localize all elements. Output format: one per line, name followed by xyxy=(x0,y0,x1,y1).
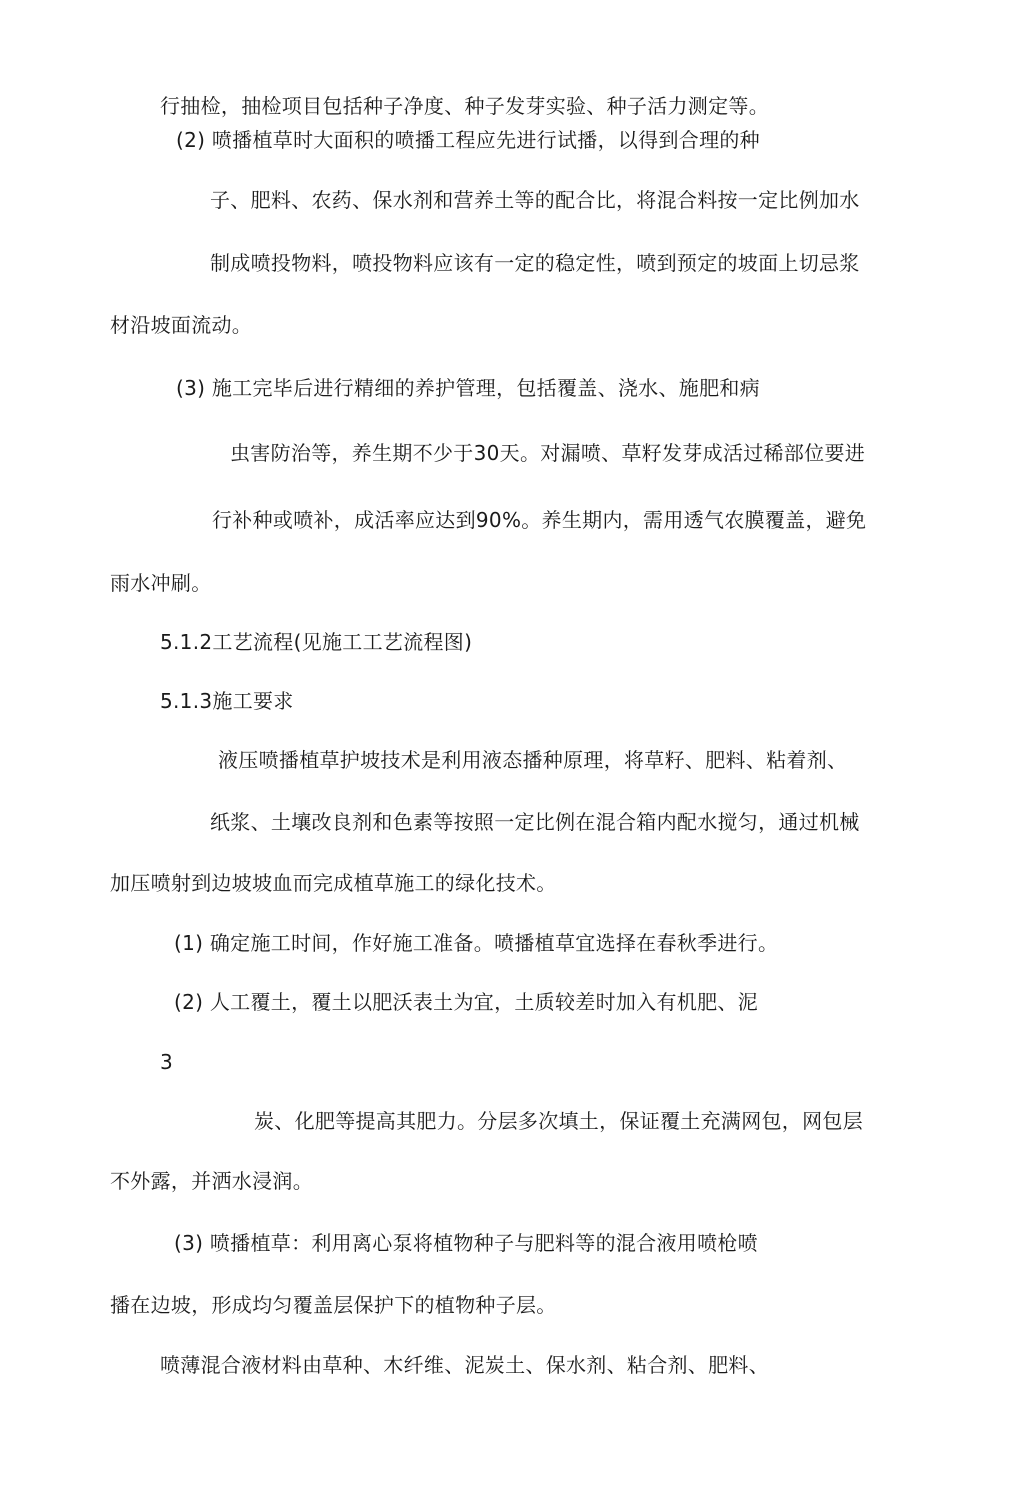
text-line: (3) 施工完毕后进行精细的养护管理，包括覆盖、浇水、施肥和病 xyxy=(176,376,760,400)
text-line: 材沿坡面流动。 xyxy=(110,313,253,337)
page-number: 3 xyxy=(160,1050,174,1074)
text-line: 子、肥料、农药、保水剂和营养土等的配合比，将混合料按一定比例加水 xyxy=(210,188,860,212)
text-line: 加压喷射到边坡坡血而完成植草施工的绿化技术。 xyxy=(110,871,557,895)
text-line: 喷薄混合液材料由草种、木纤维、泥炭土、保水剂、粘合剂、肥料、 xyxy=(160,1353,769,1377)
text-line: (2) 喷播植草时大面积的喷播工程应先进行试播，以得到合理的种 xyxy=(176,128,760,152)
text-line: 不外露，并洒水浸润。 xyxy=(110,1169,313,1193)
text-line: 雨水冲刷。 xyxy=(110,571,212,595)
text-line: 制成喷投物料，喷投物料应该有一定的稳定性，喷到预定的坡面上切忌浆 xyxy=(210,251,860,275)
text-line: 行抽检，抽检项目包括种子净度、种子发芽实验、种子活力测定等。 xyxy=(160,94,769,118)
list-item: (1) 确定施工时间，作好施工准备。喷播植草宜选择在春秋季进行。 xyxy=(174,931,779,955)
text-line: 纸浆、土壤改良剂和色素等按照一定比例在混合箱内配水搅匀，通过机械 xyxy=(210,810,860,834)
section-heading: 5.1.2工艺流程(见施工工艺流程图) xyxy=(160,630,473,654)
list-item: (3) 喷播植草：利用离心泵将植物种子与肥料等的混合液用喷枪喷 xyxy=(174,1231,758,1255)
text-line: 液压喷播植草护坡技术是利用液态播种原理，将草籽、肥料、粘着剂、 xyxy=(218,748,848,772)
list-item: (2) 人工覆土，覆土以肥沃表土为宜，土质较差时加入有机肥、泥 xyxy=(174,990,758,1014)
text-line: 播在边坡，形成均匀覆盖层保护下的植物种子层。 xyxy=(110,1293,557,1317)
section-heading: 5.1.3施工要求 xyxy=(160,689,294,713)
text-line: 虫害防治等，养生期不少于30天。对漏喷、草籽发芽成活过稀部位要进 xyxy=(230,441,866,465)
text-line: 炭、化肥等提高其肥力。分层多次填土，保证覆土充满网包，网包层 xyxy=(254,1109,863,1133)
text-line: 行补种或喷补，成活率应达到90%。养生期内，需用透气农膜覆盖，避免 xyxy=(212,508,867,532)
